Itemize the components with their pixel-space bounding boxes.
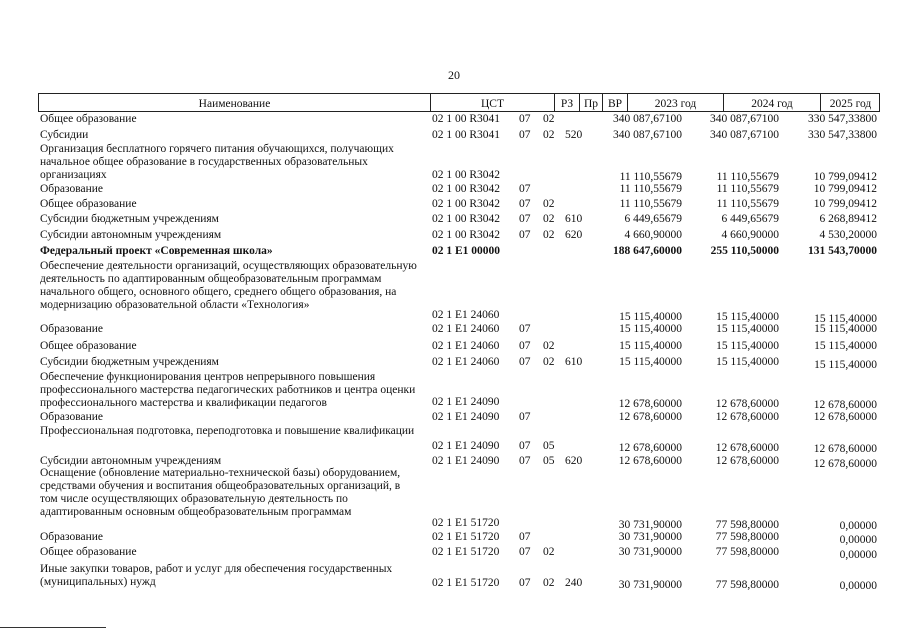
row-name: Субсидии бюджетным учреждениям (40, 213, 219, 225)
row-2023: 340 087,67100 (613, 129, 682, 141)
row-2025: 0,00000 (839, 580, 877, 592)
row-name: Иные закупки товаров, работ и услуг для обеспечения государственных (муниципальных) нужд (40, 563, 393, 588)
col-header-name: Наименование (198, 98, 271, 110)
row-rz: 07 (519, 546, 531, 558)
row-rz: 07 (519, 213, 531, 225)
row-2023: 15 115,40000 (619, 311, 682, 323)
row-cst: 02 1 00 R3042 (432, 213, 501, 225)
col-header-2024: 2024 год (723, 94, 820, 111)
row-pr: 02 (543, 356, 555, 368)
row-2023: 15 115,40000 (619, 323, 682, 335)
row-rz: 07 (519, 411, 531, 423)
row-2024: 11 110,55679 (716, 198, 779, 210)
row-2023: 12 678,60000 (618, 442, 682, 454)
row-2023: 15 115,40000 (619, 356, 682, 368)
row-name: Организация бесплатного горячего питания обучающихся, получающих начальное общее образование в государственных образовательных организациях (40, 143, 394, 181)
row-pr: 02 (543, 229, 555, 241)
row-2023: 6 449,65679 (624, 213, 682, 225)
row-pr: 02 (543, 213, 555, 225)
row-2025: 10 799,09412 (813, 198, 877, 210)
row-name: Субсидии автономным учреждениям (40, 455, 222, 467)
row-name: Образование (40, 531, 104, 543)
row-cst: 02 1 E1 51720 (432, 577, 500, 589)
col-header-vr: ВР (602, 94, 627, 111)
row-2025: 12 678,60000 (813, 458, 877, 470)
row-cst: 02 1 E1 24090 (432, 396, 500, 408)
row-cst: 02 1 E1 24090 (432, 455, 500, 467)
row-2025: 131 543,70000 (808, 245, 877, 257)
row-vr: 520 (565, 129, 583, 141)
row-2025: 0,00000 (839, 534, 877, 546)
row-cst: 02 1 00 R3041 (432, 113, 501, 125)
row-rz: 07 (519, 577, 531, 589)
row-pr: 02 (543, 129, 555, 141)
row-2025: 15 115,40000 (814, 323, 877, 335)
row-2023: 30 731,90000 (618, 579, 682, 591)
row-2024: 255 110,50000 (710, 245, 779, 257)
row-name: Субсидии бюджетным учреждениям (40, 356, 219, 368)
row-2025: 15 115,40000 (814, 313, 877, 325)
row-2023: 188 647,60000 (613, 245, 682, 257)
row-2024: 15 115,40000 (716, 340, 779, 352)
row-cst: 02 1 E1 51720 (432, 546, 500, 558)
row-rz: 07 (519, 340, 531, 352)
row-name: Субсидии (40, 129, 89, 141)
row-cst: 02 1 E1 24060 (432, 340, 500, 352)
row-name: Общее образование (40, 198, 137, 210)
row-2024: 12 678,60000 (715, 455, 779, 467)
row-2024: 6 449,65679 (721, 213, 779, 225)
row-cst: 02 1 00 R3042 (432, 183, 501, 195)
col-header-2025: 2025 год (820, 94, 880, 111)
row-2025: 4 530,20000 (819, 229, 877, 241)
row-cst: 02 1 E1 00000 (432, 245, 501, 257)
row-cst: 02 1 E1 51720 (432, 531, 500, 543)
page-number: 20 (448, 68, 460, 82)
row-name: Образование (40, 183, 104, 195)
row-name: Образование (40, 323, 104, 335)
row-2023: 30 731,90000 (618, 519, 682, 531)
row-pr: 02 (543, 340, 555, 352)
row-2023: 11 110,55679 (619, 198, 682, 210)
row-name: Оснащение (обновление материально-технической базы) оборудованием, средствами обучения и воспитания общеобразовательных организаций, в том числе осуществляющих образовательную деятельность по адаптированным основным общеобразовательным программам (40, 467, 401, 518)
row-2024: 77 598,80000 (715, 579, 779, 591)
row-2025: 15 115,40000 (814, 340, 877, 352)
row-2023: 340 087,67100 (613, 113, 682, 125)
row-name: Общее образование (40, 113, 137, 125)
row-rz: 07 (519, 183, 531, 195)
col-header-cst: ЦСТ (430, 94, 554, 111)
row-vr: 610 (565, 213, 583, 225)
row-2024: 11 110,55679 (716, 183, 779, 195)
row-pr: 05 (543, 455, 555, 467)
row-2025: 10 799,09412 (813, 171, 877, 183)
row-2025: 6 268,89412 (819, 213, 877, 225)
row-rz: 07 (519, 455, 531, 467)
row-rz: 07 (519, 129, 531, 141)
row-name: Обеспечение функционирования центров непрерывного повышения профессионального мастерства педагогических работников и центра оценки профессионального мастерства и квалификации педагогов (40, 371, 416, 409)
row-2023: 4 660,90000 (624, 229, 682, 241)
row-2025: 330 547,33800 (808, 129, 877, 141)
row-2025: 12 678,60000 (813, 443, 877, 455)
row-2023: 12 678,60000 (618, 455, 682, 467)
row-2023: 30 731,90000 (618, 546, 682, 558)
row-2024: 340 087,67100 (710, 113, 779, 125)
row-pr: 02 (543, 577, 555, 589)
row-2023: 15 115,40000 (619, 340, 682, 352)
row-vr: 610 (565, 356, 583, 368)
row-cst: 02 1 E1 24060 (432, 323, 500, 335)
row-2024: 4 660,90000 (721, 229, 779, 241)
row-2023: 30 731,90000 (618, 531, 682, 543)
col-header-pr: Пр (579, 94, 602, 111)
row-cst: 02 1 00 R3042 (432, 229, 501, 241)
row-cst: 02 1 00 R3042 (432, 169, 501, 181)
row-2024: 15 115,40000 (716, 323, 779, 335)
row-rz: 07 (519, 440, 531, 452)
row-vr: 620 (565, 229, 583, 241)
row-2024: 11 110,55679 (716, 171, 779, 183)
row-2024: 12 678,60000 (715, 442, 779, 454)
row-cst: 02 1 E1 24060 (432, 356, 500, 368)
row-2025: 330 547,33800 (808, 113, 877, 125)
row-vr: 240 (565, 577, 583, 589)
row-2024: 12 678,60000 (715, 398, 779, 410)
row-rz: 07 (519, 198, 531, 210)
row-rz: 07 (519, 531, 531, 543)
row-rz: 07 (519, 113, 531, 125)
col-header-2023: 2023 год (627, 94, 723, 111)
row-2025: 10 799,09412 (813, 183, 877, 195)
row-2024: 15 115,40000 (716, 311, 779, 323)
row-2025: 15 115,40000 (814, 359, 877, 371)
row-rz: 07 (519, 229, 531, 241)
row-2024: 12 678,60000 (715, 411, 779, 423)
row-2024: 77 598,80000 (715, 531, 779, 543)
row-2025: 12 678,60000 (813, 411, 877, 423)
row-2023: 12 678,60000 (618, 411, 682, 423)
row-name: Профессиональная подготовка, переподготовка и повышение квалификации (40, 425, 415, 437)
row-cst: 02 1 E1 24060 (432, 309, 500, 321)
row-cst: 02 1 00 R3041 (432, 129, 501, 141)
row-2023: 12 678,60000 (618, 398, 682, 410)
row-2025: 0,00000 (839, 520, 877, 532)
row-vr: 620 (565, 455, 583, 467)
row-name: Общее образование (40, 340, 137, 352)
row-2024: 15 115,40000 (716, 356, 779, 368)
row-name: Федеральный проект «Современная школа» (40, 245, 273, 257)
row-2024: 77 598,80000 (715, 519, 779, 531)
row-pr: 02 (543, 113, 555, 125)
footnote-divider (0, 627, 106, 628)
row-2025: 12 678,60000 (813, 399, 877, 411)
row-name: Образование (40, 411, 104, 423)
row-cst: 02 1 E1 24090 (432, 411, 500, 423)
row-name: Субсидии автономным учреждениям (40, 229, 222, 241)
row-2024: 340 087,67100 (710, 129, 779, 141)
row-rz: 07 (519, 356, 531, 368)
row-pr: 02 (543, 198, 555, 210)
table-header (38, 93, 880, 112)
row-2024: 77 598,80000 (715, 546, 779, 558)
row-name: Обеспечение деятельности организаций, осуществляющих образовательную деятельность по адаптированным общеобразовательным программам начального общего, основного общего, среднего общего образования, на модернизацию образовательной области «Технология» (40, 260, 417, 311)
row-cst: 02 1 E1 24090 (432, 440, 500, 452)
row-rz: 07 (519, 323, 531, 335)
row-cst: 02 1 00 R3042 (432, 198, 501, 210)
row-2023: 11 110,55679 (619, 183, 682, 195)
col-header-rz: РЗ (554, 94, 579, 111)
row-2023: 11 110,55679 (619, 171, 682, 183)
row-pr: 02 (543, 546, 555, 558)
row-cst: 02 1 E1 51720 (432, 517, 500, 529)
row-name: Общее образование (40, 546, 137, 558)
row-2025: 0,00000 (839, 549, 877, 561)
row-pr: 05 (543, 440, 555, 452)
